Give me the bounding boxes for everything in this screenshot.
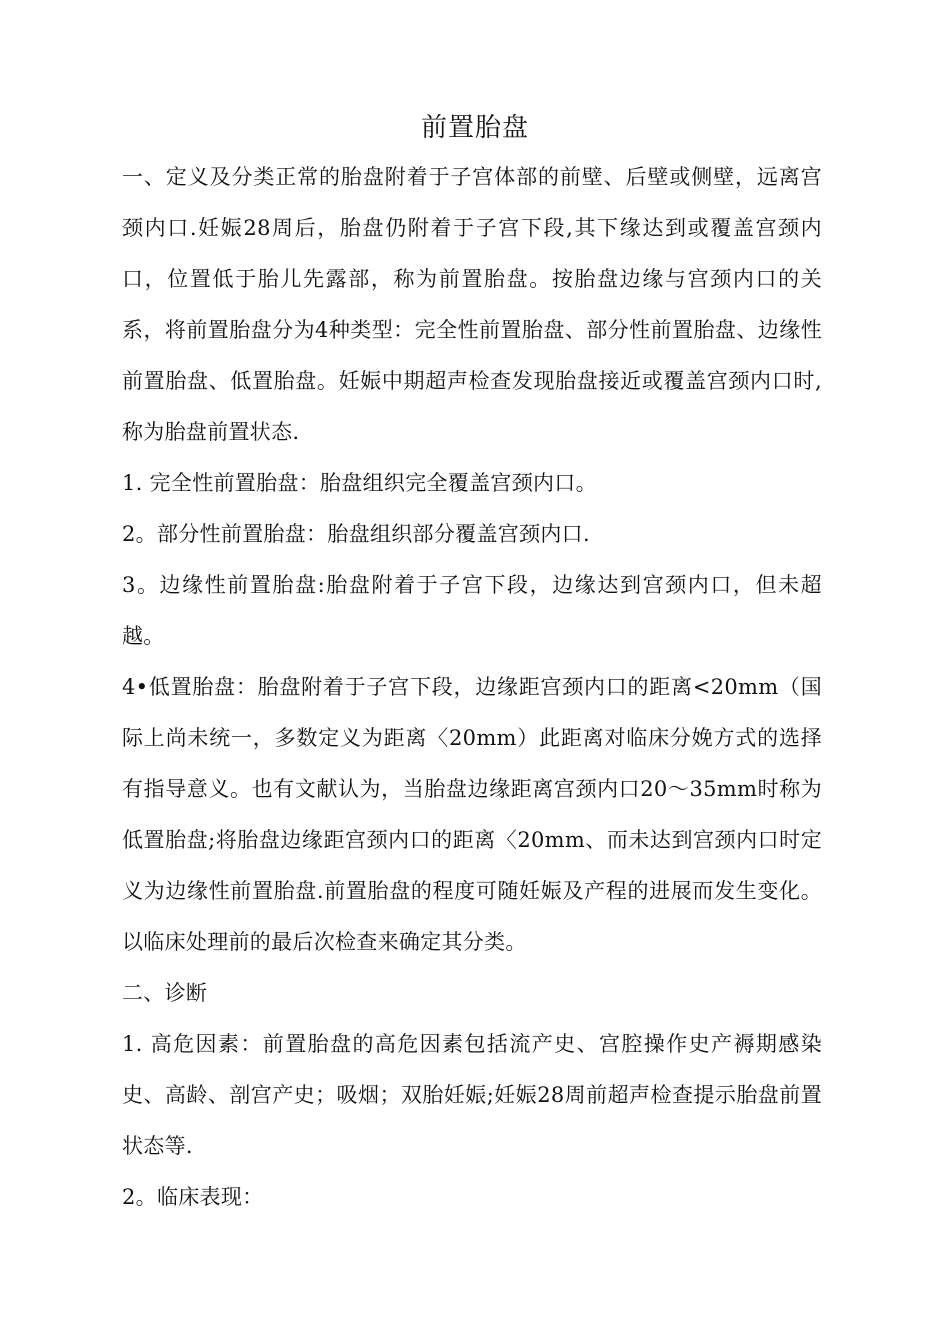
paragraph-type-marginal: 3。边缘性前置胎盘:胎盘附着于子宫下段，边缘达到宫颈内口，但未超越。 — [122, 573, 822, 648]
paragraph-type-low-lying: 4•低置胎盘：胎盘附着于子宫下段，边缘距宫颈内口的距离<20mm（国际上尚未统一，多数定义为距离〈20mm）此距离对临床分娩方式的选择有指导意义。也有文献认为，当胎盘边缘距离宫颈内口20〜35mm时称为低置胎盘;将胎盘边缘距宫颈内口的距离〈20mm、而未达到宫颈内口时定义为边缘性前置胎盘.前置胎盘的程度可随妊娠及产程的进展而发生变化。以临床处理前的最后次检查来确定其分类。 — [122, 675, 822, 954]
paragraph-type-complete: 1. 完全性前置胎盘：胎盘组织完全覆盖宫颈内口。 — [122, 471, 597, 495]
document-body — [122, 152, 822, 1223]
paragraph-type-partial: 2。部分性前置胎盘：胎盘组织部分覆盖宫颈内口. — [122, 522, 590, 546]
section-heading-diagnosis: 二、诊断 — [122, 981, 208, 1005]
paragraph-definition: 一、定义及分类正常的胎盘附着于子宫体部的前壁、后壁或侧壁，远离宫颈内口.妊娠28周后，胎盘仍附着于子宫下段,其下缘达到或覆盖宫颈内口，位置低于胎儿先露部，称为前置胎盘。按胎盘边缘与宫颈内口的关系，将前置胎盘分为4种类型：完全性前置胎盘、部分性前置胎盘、边缘性前置胎盘、低置胎盘。妊娠中期超声检查发现胎盘接近或覆盖宫颈内口时,称为胎盘前置状态. — [122, 165, 822, 444]
paragraph-risk-factors: 1. 高危因素：前置胎盘的高危因素包括流产史、宫腔操作史产褥期感染史、高龄、剖宫产史；吸烟；双胎妊娠;妊娠28周前超声检查提示胎盘前置状态等. — [122, 1032, 822, 1158]
paragraph-clinical-presentation: 2。临床表现： — [122, 1185, 264, 1209]
document-title: 前置胎盘 — [420, 113, 529, 143]
